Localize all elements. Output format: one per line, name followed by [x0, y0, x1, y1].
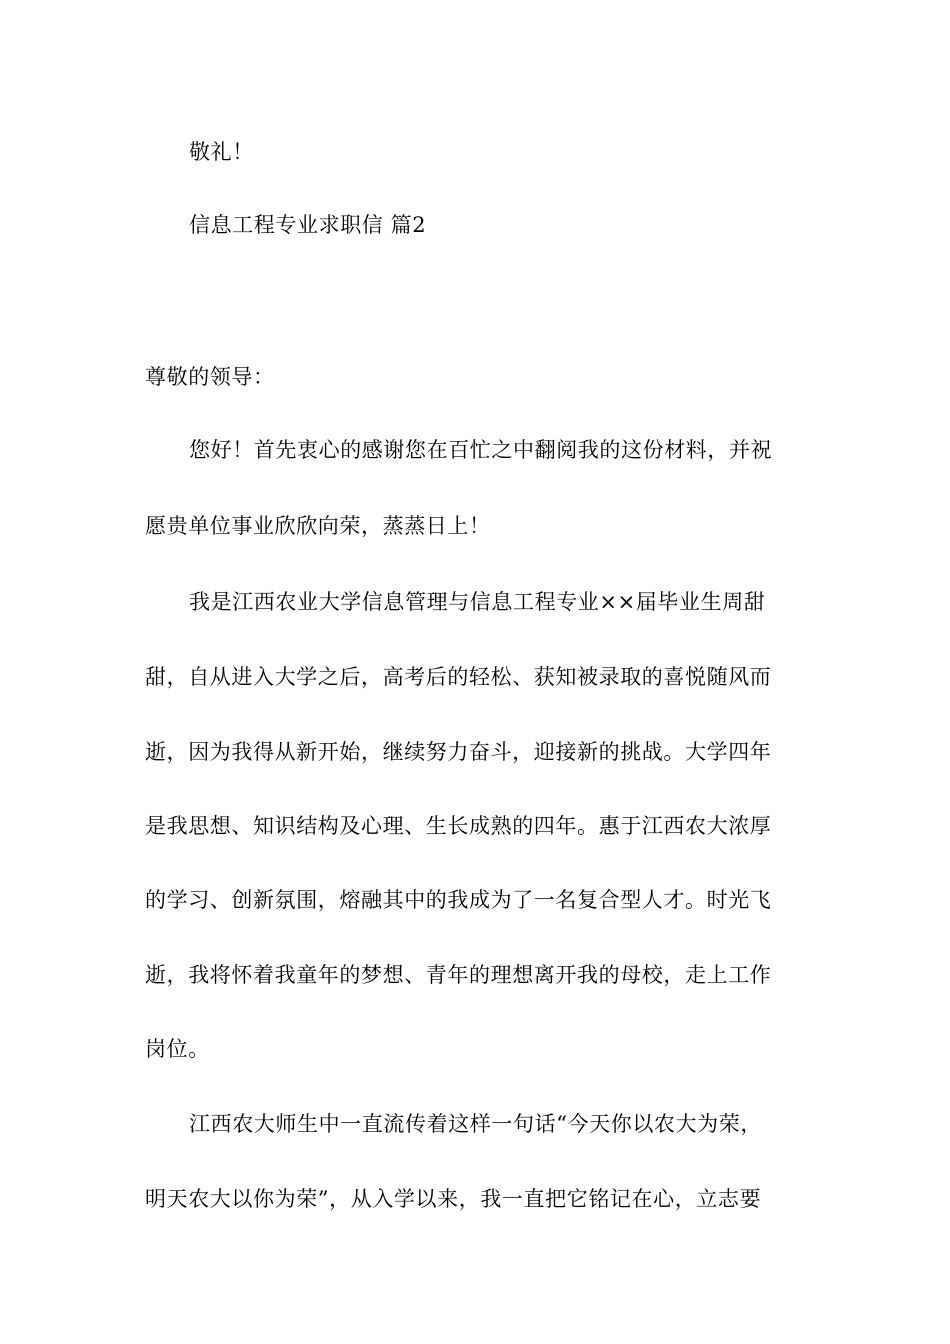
body-line: 的学习、创新氛围，熔融其中的我成为了一名复合型人才。时光飞: [145, 888, 772, 912]
body-line: 岗位。: [145, 1037, 210, 1061]
body-line: 明天农大以你为荣”，从入学以来，我一直把它铭记在心，立志要: [145, 1187, 762, 1211]
body-line: 甜，自从进入大学之后，高考后的轻松、获知被录取的喜悦随风而: [145, 665, 772, 689]
body-line: 逝，我将怀着我童年的梦想、青年的理想离开我的母校，走上工作: [145, 963, 772, 987]
closing-line: 敬礼！: [189, 140, 254, 164]
body-line: 您好！首先衷心的感谢您在百忙之中翻阅我的这份材料，并祝: [189, 438, 773, 462]
body-line: 是我思想、知识结构及心理、生长成熟的四年。惠于江西农大浓厚: [145, 814, 772, 838]
body-line: 江西农大师生中一直流传着这样一句话“今天你以农大为荣，: [189, 1112, 762, 1136]
section-title: 信息工程专业求职信 篇2: [189, 213, 427, 237]
body-line: 愿贵单位事业欣欣向荣，蒸蒸日上！: [145, 514, 491, 538]
salutation: 尊敬的领导：: [145, 365, 275, 389]
body-line: 逝，因为我得从新开始，继续努力奋斗，迎接新的挑战。大学四年: [145, 740, 772, 764]
body-line: 我是江西农业大学信息管理与信息工程专业××届毕业生周甜: [189, 590, 766, 614]
